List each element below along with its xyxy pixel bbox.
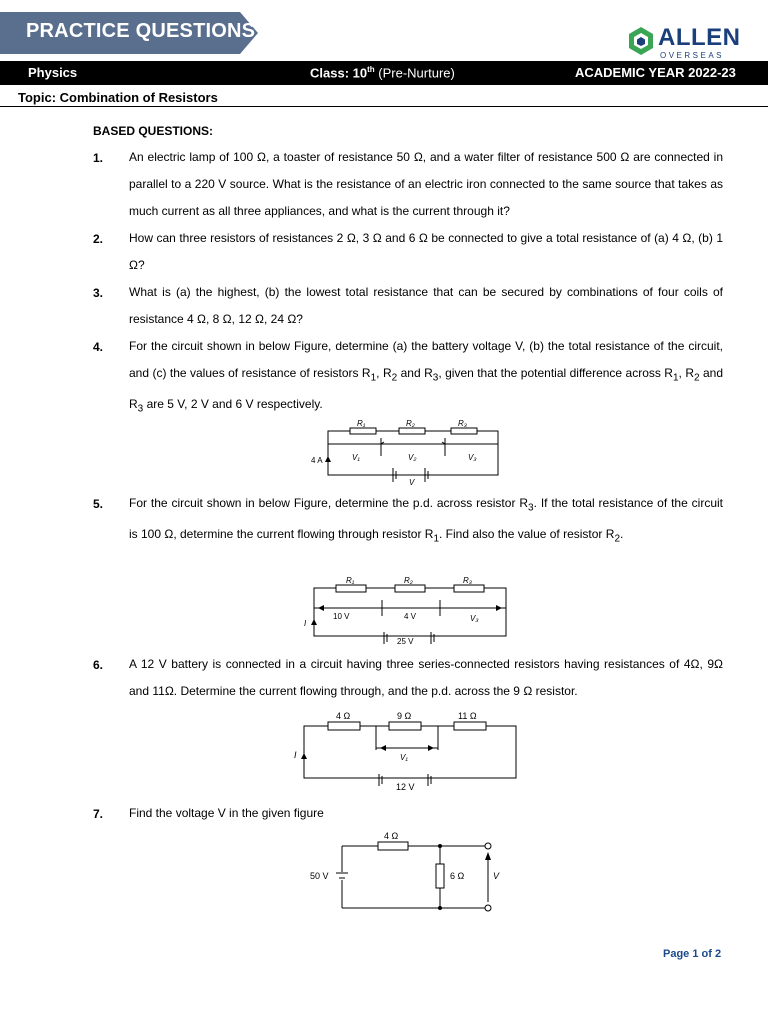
label-v: V xyxy=(409,478,415,486)
label-v: V xyxy=(493,871,500,881)
question-number: 5. xyxy=(93,497,104,511)
label-r3: R₃ xyxy=(463,576,472,585)
label-r2: 6 Ω xyxy=(450,871,465,881)
question-text: For the circuit shown in below Figure, determine (a) the battery voltage V, (b) the total resistance of the circuit, and (c) the values of resistance of resistors $R_1$, $R_2$ and $R_3$, given that the potential difference across $R_1$, $R_2$ and $R_3$ are 5 V, 2 V and 6 V respectively. xyxy=(129,339,724,415)
practice-questions-banner xyxy=(0,12,258,54)
label-v: 12 V xyxy=(396,782,415,792)
class-suffix: (Pre-Nurture) xyxy=(374,65,455,81)
label-v1: V₁ xyxy=(352,453,360,462)
question-3 xyxy=(93,286,723,340)
question-number: 6. xyxy=(93,658,104,672)
circuit-figure-6 xyxy=(292,708,520,792)
label-r2: 9 Ω xyxy=(397,711,412,721)
label-r3: R₃ xyxy=(458,419,467,428)
question-6 xyxy=(93,658,723,712)
label-r1: 4 Ω xyxy=(336,711,351,721)
label-current: I xyxy=(294,750,297,760)
info-bar xyxy=(0,61,768,85)
question-number: 7. xyxy=(93,807,104,821)
question-number: 4. xyxy=(93,340,104,354)
label-v1: V₁ xyxy=(400,753,408,762)
circuit-figure-5 xyxy=(300,574,510,646)
question-number: 3. xyxy=(93,286,104,300)
logo-subtitle: OVERSEAS xyxy=(660,51,725,60)
class-sup: th xyxy=(367,65,375,74)
label-v2: 4 V xyxy=(404,612,417,621)
question-number: 1. xyxy=(93,151,104,165)
question-text: What is (a) the highest, (b) the lowest total resistance that can be secured by combinations of four coils of resistance 4 Ω, 8 Ω, 12 Ω, 24 Ω? xyxy=(129,285,723,326)
label-r1: 4 Ω xyxy=(384,831,399,841)
label-r2: R₂ xyxy=(406,419,415,428)
question-text: For the circuit shown in below Figure, determine the p.d. across resistor $R_3$. If the total resistance of the circuit is 100 Ω, determine the current flowing through resistor $R_1$. Find also the value of resistor $R_2$. xyxy=(129,496,723,545)
section-heading: BASED QUESTIONS: xyxy=(93,124,214,138)
label-v2: V₂ xyxy=(408,453,417,462)
class-prefix: Class: 10 xyxy=(310,65,368,81)
question-text: An electric lamp of 100 Ω, a toaster of resistance 50 Ω, and a water filter of resistance 500 Ω are connected in parallel to a 220 V source. What is the resistance of an electric iron connected to the same source that takes as much current as all three appliances, and what is the current through it? xyxy=(129,150,723,218)
question-number: 2. xyxy=(93,232,104,246)
label-current: 4 A xyxy=(311,456,323,465)
topic-title: Topic: Combination of Resistors xyxy=(18,90,218,105)
header-divider xyxy=(0,106,768,107)
page-number: Page 1 of 2 xyxy=(663,948,722,960)
class-label xyxy=(310,65,455,80)
banner-title: PRACTICE QUESTIONS xyxy=(26,20,256,42)
label-r2: R₂ xyxy=(404,576,413,585)
logo-word: ALLEN xyxy=(658,24,741,51)
question-1 xyxy=(93,151,723,232)
question-text: How can three resistors of resistances 2 Ω, 3 Ω and 6 Ω be connected to give a total resistance of (a) 4 Ω, (b) 1 Ω? xyxy=(129,231,723,272)
label-v3: V₃ xyxy=(468,453,477,462)
subject-label: Physics xyxy=(28,65,78,80)
label-v3: V₃ xyxy=(470,614,479,623)
label-source: 50 V xyxy=(310,871,329,881)
question-text: Find the voltage V in the given figure xyxy=(129,806,324,820)
label-r3: 11 Ω xyxy=(458,711,477,721)
label-r1: R₁ xyxy=(346,576,355,585)
academic-year: ACADEMIC YEAR 2022-23 xyxy=(575,65,736,80)
question-2 xyxy=(93,232,723,286)
hexagon-logo-icon xyxy=(628,26,654,56)
label-v: 25 V xyxy=(397,637,414,646)
question-5 xyxy=(93,497,723,560)
question-text: A 12 V battery is connected in a circuit having three series-connected resistors having resistances of 4Ω, 9Ω and 11Ω. Determine the current flowing through, and the p.d. across the 9 Ω resistor. xyxy=(129,657,723,698)
circuit-figure-7 xyxy=(306,830,506,916)
circuit-figure-4 xyxy=(308,416,504,486)
label-v1: 10 V xyxy=(333,612,350,621)
allen-logo xyxy=(628,24,758,62)
label-current: I xyxy=(304,619,307,628)
label-r1: R₁ xyxy=(357,419,366,428)
